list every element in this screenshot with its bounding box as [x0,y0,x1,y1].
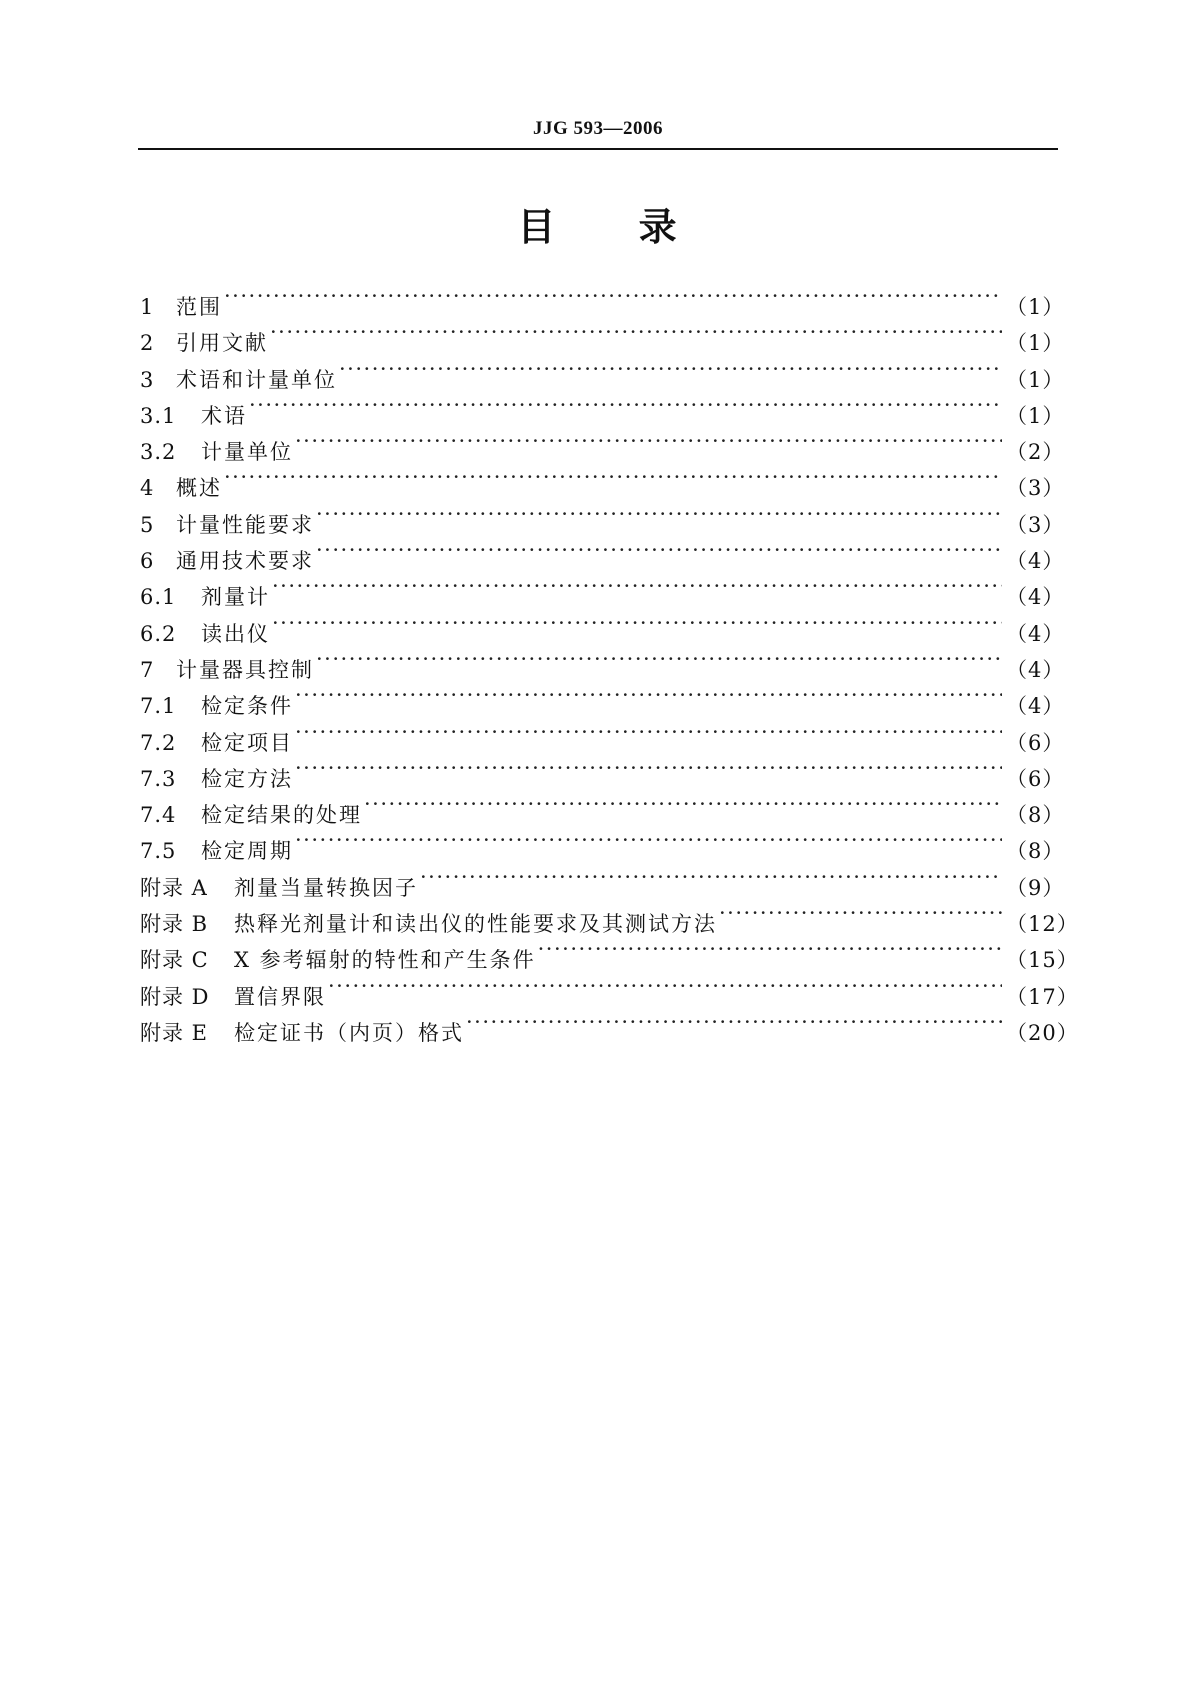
table-of-contents [140,278,1079,1045]
toc-leader-dots [249,387,1002,423]
toc-leader-dots [339,351,1002,387]
toc-entry-title: 概述 [176,476,222,501]
toc-entry-number: 2 [140,331,155,356]
toc-leader-dots [295,677,1002,713]
toc-entry-number: 6.2 [140,621,177,646]
toc-leader-dots [295,714,1002,750]
toc-entry-page: （1） [1006,295,1065,319]
toc-entry-title: 通用技术要求 [176,549,314,574]
toc-entry[interactable] [140,459,1065,501]
toc-leader-dots [224,459,1002,495]
toc-leader-dots [272,605,1002,641]
toc-entry-page: （1） [1006,367,1065,392]
toc-leader-dots [295,750,1002,786]
toc-entry[interactable] [140,351,1065,392]
toc-entry-page: （3） [1006,476,1065,501]
toc-entry-number: 7.2 [140,730,177,755]
toc-entry-page: （4） [1006,585,1065,610]
toc-entry-title: 检定证书（内页）格式 [234,1020,464,1045]
toc-entry-title: 检定周期 [201,839,293,864]
toc-entry-title: 计量单位 [201,440,293,465]
toc-entry[interactable] [140,641,1065,682]
toc-entry-page: （9） [1006,875,1065,900]
toc-leader-dots [295,423,1002,459]
toc-title: 目 录 [517,205,679,249]
toc-entry-page: （4） [1006,694,1065,719]
toc-entry-number: 附录 C [140,948,209,973]
toc-entry-number: 6.1 [140,585,177,610]
toc-entry-number: 3.2 [140,440,177,465]
toc-entry-page: （8） [1006,839,1065,864]
toc-leader-dots [316,496,1002,532]
toc-entry-title: 计量性能要求 [176,512,314,537]
toc-entry-number: 1 [140,295,155,319]
toc-entry-number: 附录 D [140,984,210,1009]
toc-entry-number: 附录 E [140,1020,209,1045]
toc-leader-dots [272,568,1002,604]
toc-entry-page: （6） [1006,730,1065,755]
toc-leader-dots [466,1004,1002,1040]
toc-entry-page: （4） [1006,657,1065,682]
toc-entry-page: （20） [1006,1020,1079,1045]
toc-entry-number: 附录 A [140,875,208,900]
toc-leader-dots [316,532,1002,568]
toc-entry-page: （1） [1006,403,1065,428]
toc-entry-page: （12） [1006,912,1079,937]
toc-entry-number: 7 [140,657,155,682]
toc-entry-title: 置信界限 [234,984,326,1009]
toc-entry-title: 检定结果的处理 [201,803,362,828]
header-rule [138,148,1058,150]
toc-entry[interactable] [140,605,1065,646]
toc-entry-title: X 参考辐射的特性和产生条件 [234,948,536,973]
toc-entry-title: 剂量当量转换因子 [234,875,418,900]
toc-leader-dots [295,822,1002,858]
toc-entry[interactable] [140,496,1065,537]
toc-entry-title: 热释光剂量计和读出仪的性能要求及其测试方法 [234,912,717,937]
toc-leader-dots [316,641,1002,677]
toc-entry-number: 3.1 [140,403,177,428]
toc-entry-page: （8） [1006,803,1065,828]
toc-entry-title: 剂量计 [201,585,270,610]
toc-leader-dots [538,931,1002,967]
toc-entry-title: 计量器具控制 [176,657,314,682]
toc-entry[interactable] [140,568,1065,610]
toc-entry-number: 3 [140,367,155,392]
toc-entry-page: （2） [1006,440,1065,465]
toc-entry-title: 读出仪 [201,621,270,646]
toc-entry-number: 6 [140,549,155,574]
toc-entry-title: 检定方法 [201,766,293,791]
toc-leader-dots [270,314,1002,350]
toc-leader-dots [420,859,1002,895]
toc-entry-page: （15） [1006,948,1079,973]
toc-entry[interactable] [140,387,1065,428]
toc-entry-page: （1） [1006,331,1065,356]
toc-entry-number: 5 [140,512,155,537]
page-header-code: JJG 593—2006 [532,118,664,139]
toc-entry-page: （6） [1006,766,1065,791]
toc-leader-dots [364,786,1002,822]
toc-entry-page: （4） [1006,621,1065,646]
toc-entry-title: 术语 [201,403,247,428]
toc-entry-title: 检定条件 [201,694,293,719]
toc-leader-dots [224,278,1002,314]
toc-entry-number: 4 [140,476,155,501]
toc-entry-title: 范围 [176,295,222,319]
toc-entry-number: 附录 B [140,912,209,937]
toc-entry-number: 7.3 [140,766,177,791]
toc-entry-number: 7.1 [140,694,177,719]
toc-entry[interactable] [140,278,1065,319]
toc-entry-title: 引用文献 [176,331,268,356]
toc-entry-title: 术语和计量单位 [176,367,337,392]
toc-entry-page: （17） [1006,984,1079,1009]
toc-leader-dots [719,895,1002,931]
toc-leader-dots [328,968,1002,1004]
toc-entry[interactable] [140,423,1065,465]
toc-entry[interactable] [140,314,1065,356]
toc-entry-title: 检定项目 [201,730,293,755]
toc-entry-number: 7.5 [140,839,177,864]
toc-entry-number: 7.4 [140,803,177,828]
toc-entry-page: （4） [1006,549,1065,574]
toc-entry-page: （3） [1006,512,1065,537]
